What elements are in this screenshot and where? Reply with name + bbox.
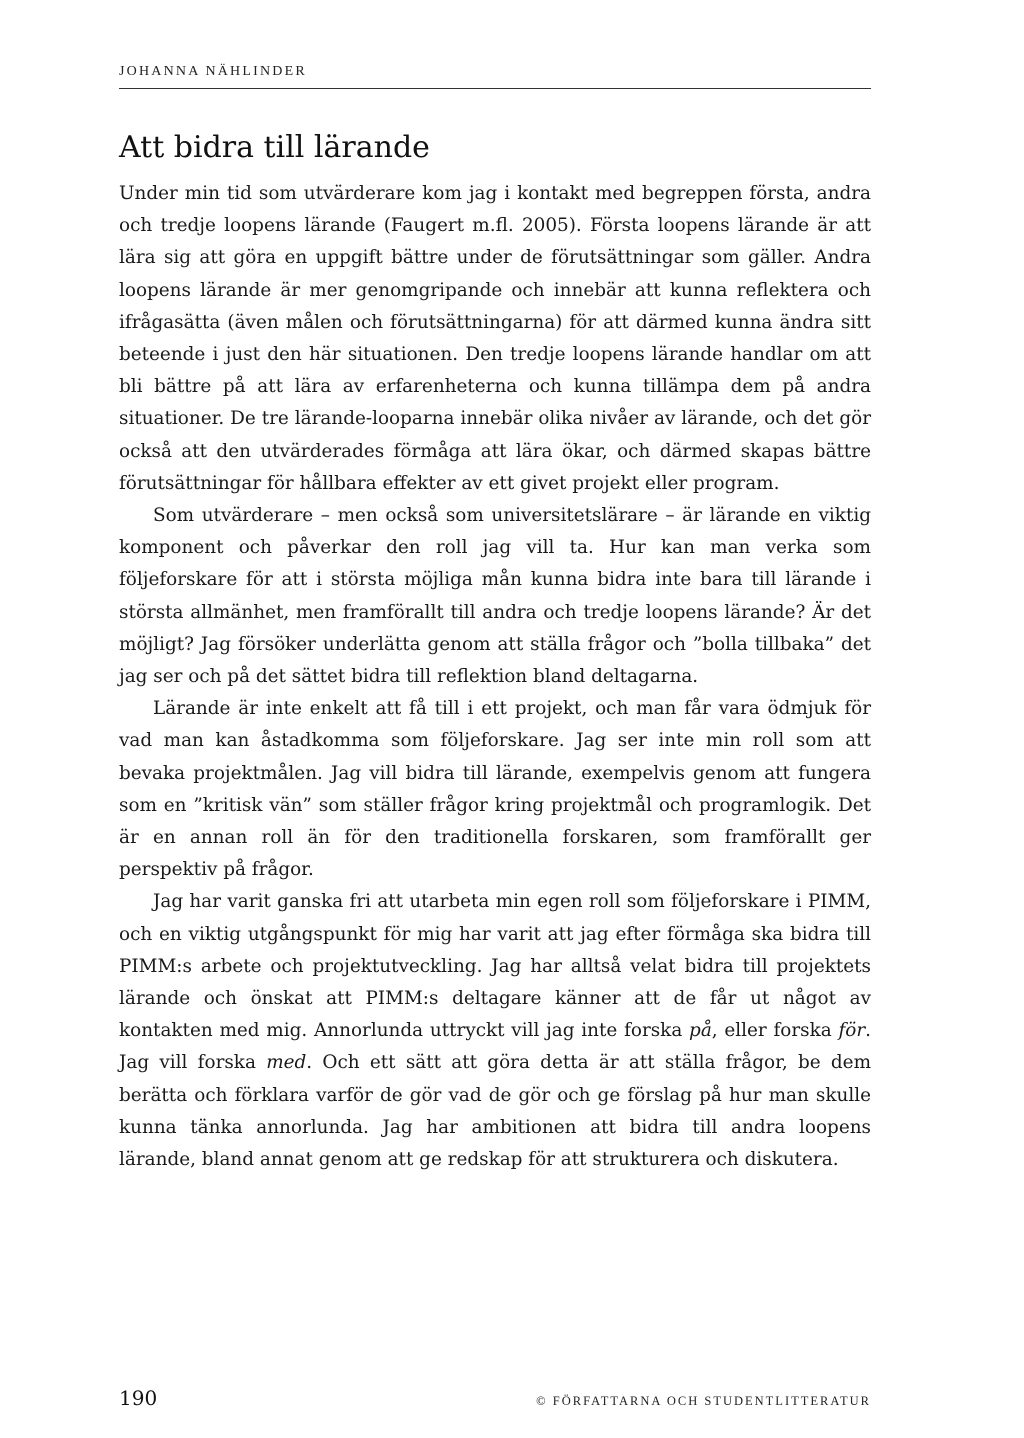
section-title: Att bidra till lärande	[119, 130, 430, 165]
paragraph-1: Under min tid som utvärderare kom jag i kontakt med begreppen första, andra och tredje loopens lärande (Faugert m.fl. 2005). Första loopens lärande är att lära sig att göra en uppgift bättre under de förutsättningar som gäller. Andra loopens lärande är mer genomgripande och innebär att kunna reflektera och ifrågasätta (även målen och förutsättningarna) för att därmed kunna ändra sitt beteende i just den här situationen. Den tredje loopens lärande handlar om att bli bättre på att lära av erfarenheterna och kunna tillämpa dem på andra situationer. De tre lärande-looparna innebär olika nivåer av lärande, och det gör också att den utvärderades förmåga att lära ökar, och därmed skapas bättre förutsättningar för hållbara effekter av ett givet projekt eller program.	[119, 183, 871, 494]
running-header-author: JOHANNA NÄHLINDER	[119, 64, 307, 79]
emphasis-for: för	[838, 1020, 866, 1042]
copyright-notice: © FÖRFATTARNA OCH STUDENTLITTERATUR	[536, 1394, 871, 1408]
emphasis-med: med	[266, 1052, 307, 1074]
body-text	[119, 178, 871, 1176]
header-rule	[119, 88, 871, 89]
paragraph-4	[119, 886, 871, 1176]
paragraph-3: Lärande är inte enkelt att få till i ett projekt, och man får vara ödmjuk för vad man kan åstadkomma som följeforskare. Jag ser inte min roll som att bevaka projektmålen. Jag vill bidra till lärande, exempelvis genom att fungera som en ”kritisk vän” som ställer frågor kring projektmål och programlogik. Det är en annan roll än för den traditionella forskaren, som framförallt ger perspektiv på frågor.	[119, 698, 871, 881]
emphasis-pa: på	[689, 1020, 712, 1042]
paragraph-4-text-c: . Jag vill forska	[119, 1020, 871, 1074]
paragraph-4-text-d: . Och ett sätt att göra detta är att ställa frågor, be dem berätta och förklara varför de gör vad de gör och ge förslag på hur man skulle kunna tänka annorlunda. Jag har ambitionen att bidra till andra loopens lärande, bland annat genom att ge redskap för att strukturera och diskutera.	[119, 1052, 872, 1171]
paragraph-2: Som utvärderare – men också som universitetslärare – är lärande en viktig komponent och påverkar den roll jag vill ta. Hur kan man verka som följeforskare för att i största möjliga mån kunna bidra inte bara till lärande i största allmänhet, men framförallt till andra och tredje loopens lärande? Är det möjligt? Jag försöker underlätta genom att ställa frågor och ”bolla tillbaka” det jag ser och på det sättet bidra till reflektion bland deltagarna.	[119, 505, 871, 688]
paragraph-4-text-a: Jag har varit ganska fri att utarbeta min egen roll som följeforskare i PIMM, och en viktig utgångspunkt för mig har varit att jag efter förmåga ska bidra till PIMM:s arbete och projektutveckling. Jag har alltså velat bidra till projektets lärande och önskat att PIMM:s deltagare känner att de får ut något av kontakten med mig. Annorlunda uttryckt vill jag inte forska	[119, 891, 871, 1042]
page-number: 190	[119, 1386, 158, 1410]
paragraph-4-text-b: , eller forska	[711, 1020, 839, 1042]
